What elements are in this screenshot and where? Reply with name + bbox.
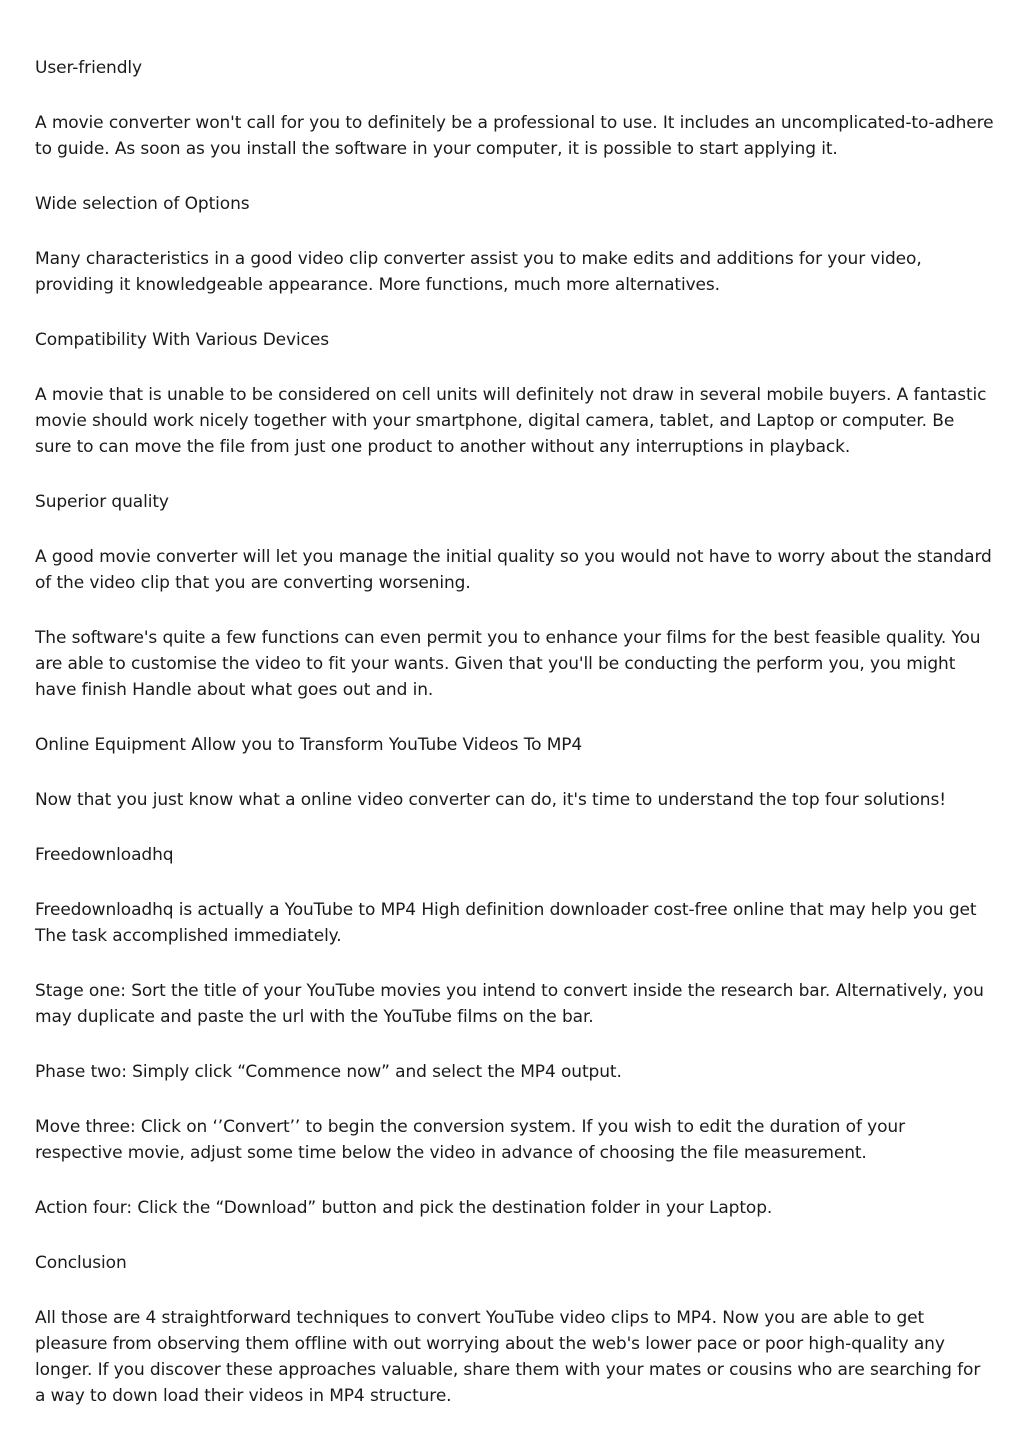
heading-user-friendly: User-friendly bbox=[35, 58, 143, 78]
paragraph-wide-selection: Many characteristics in a good video clip converter assist you to make edits and additions for your video, providing it knowledgeable appearance. More functions, much more alternatives. bbox=[35, 249, 922, 295]
heading-conclusion: Conclusion bbox=[35, 1253, 127, 1273]
step-one: Stage one: Sort the title of your YouTube movies you intend to convert inside the research bar. Alternatively, you may duplicate and paste the url with the YouTube films on the bar. bbox=[35, 981, 984, 1027]
paragraph-quality-enhance: The software's quite a few functions can even permit you to enhance your films for the best feasible quality. You are able to customise the video to fit your wants. Given that you'll be conducting the perform you, you might have finish Handle about what goes out and in. bbox=[35, 628, 981, 700]
step-four: Action four: Click the “Download” button and pick the destination folder in your Laptop. bbox=[35, 1198, 773, 1218]
paragraph-quality-manage: A good movie converter will let you manage the initial quality so you would not have to worry about the standard of the video clip that you are converting worsening. bbox=[35, 547, 992, 593]
paragraph-user-friendly: A movie converter won't call for you to definitely be a professional to use. It includes an uncomplicated-to-adhere to guide. As soon as you install the software in your computer, it is possible to start applying it. bbox=[35, 113, 994, 159]
step-two: Phase two: Simply click “Commence now” and select the MP4 output. bbox=[35, 1062, 622, 1082]
heading-compatibility: Compatibility With Various Devices bbox=[35, 330, 329, 350]
step-three: Move three: Click on ‘’Convert’’ to begin the conversion system. If you wish to edit the duration of your respective movie, adjust some time below the video in advance of choosing the file measurement. bbox=[35, 1117, 905, 1163]
heading-freedownloadhq: Freedownloadhq bbox=[35, 845, 174, 865]
heading-wide-selection: Wide selection of Options bbox=[35, 194, 250, 214]
paragraph-freedownloadhq: Freedownloadhq is actually a YouTube to MP4 High definition downloader cost-free online that may help you get The task accomplished immediately. bbox=[35, 900, 977, 946]
heading-superior-quality: Superior quality bbox=[35, 492, 169, 512]
paragraph-compatibility: A movie that is unable to be considered on cell units will definitely not draw in several mobile buyers. A fantastic movie should work nicely together with your smartphone, digital camera, tablet, and Laptop or computer. Be sure to can move the file from just one product to another without any interruptions in playback. bbox=[35, 385, 987, 457]
heading-online-equipment: Online Equipment Allow you to Transform YouTube Videos To MP4 bbox=[35, 735, 583, 755]
paragraph-top-solutions: Now that you just know what a online video converter can do, it's time to understand the top four solutions! bbox=[35, 790, 946, 810]
document-page bbox=[35, 55, 995, 1438]
paragraph-conclusion: All those are 4 straightforward techniques to convert YouTube video clips to MP4. Now you are able to get pleasure from observing them offline with out worrying about the web's lower pace or poor high-quality any longer. If you discover these approaches valuable, share them with your mates or cousins who are searching for a way to down load their videos in MP4 structure. bbox=[35, 1308, 981, 1406]
